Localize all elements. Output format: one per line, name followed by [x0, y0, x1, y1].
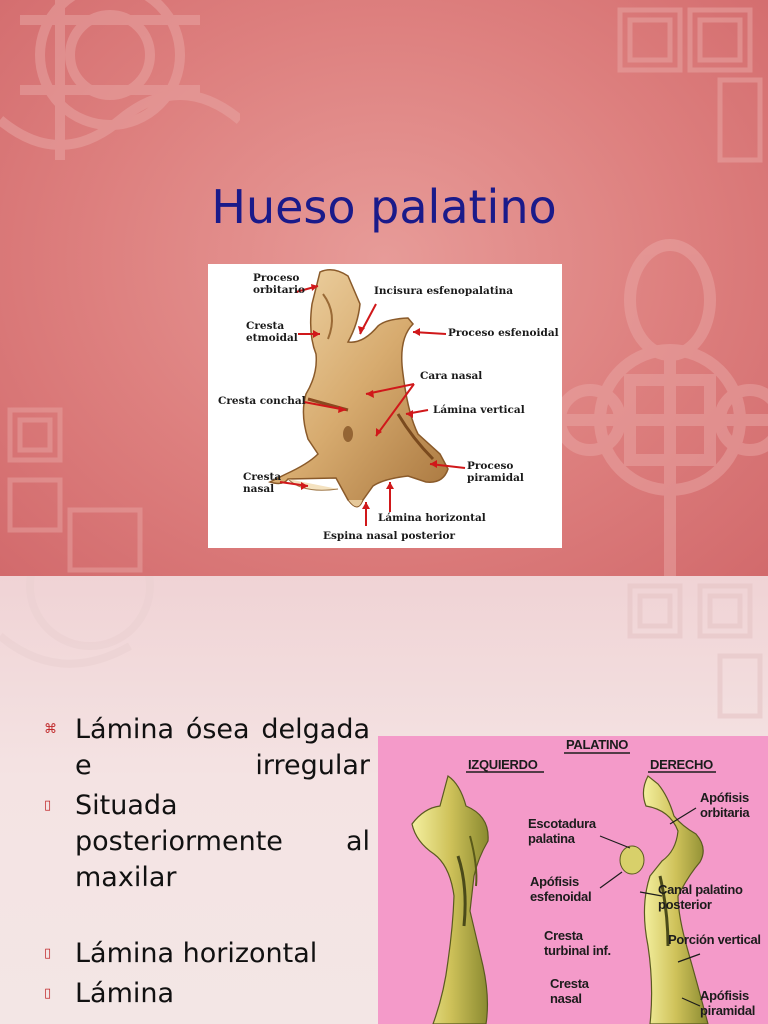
- bullet-text: Lámina ósea delgada e irregular: [75, 714, 370, 781]
- celtic-knot-ornament-top-right: [620, 576, 768, 726]
- box-bullet-icon: ▯: [44, 798, 52, 813]
- label-cresta-nasal: Cresta nasal: [550, 976, 589, 1006]
- celtic-knot-ornament-top-left: [0, 0, 240, 200]
- label-apofisis-orbitaria: Apófisis orbitaria: [700, 790, 750, 820]
- label-lamina-horizontal: Lámina horizontal: [378, 512, 486, 524]
- label-cresta-etmoidal: Cresta etmoidal: [246, 320, 298, 344]
- label-escotadura-palatina: Escotadura palatina: [528, 816, 596, 846]
- bullet-text: Situada posteriormente al maxilar: [75, 790, 370, 893]
- label-palatino: PALATINO: [566, 737, 629, 752]
- palatine-bone-diagram: [208, 264, 562, 548]
- bullet-text: Lámina: [75, 978, 175, 1009]
- bullet-item: [44, 936, 370, 972]
- label-apofisis-esfenoidal: Apófisis esfenoidal: [530, 874, 592, 904]
- celtic-knot-ornament-top-right: [600, 0, 768, 180]
- label-incisura-esfenopalatina: Incisura esfenopalatina: [374, 285, 514, 297]
- palatine-bone-left-right-diagram: [378, 736, 768, 1024]
- celtic-knot-ornament-top-left: [0, 576, 200, 696]
- label-espina-nasal-posterior: Espina nasal posterior: [323, 530, 455, 542]
- label-lamina-vertical: Lámina vertical: [433, 404, 525, 416]
- label-porcion-vertical: Porción vertical: [668, 932, 761, 947]
- bullet-list: [44, 712, 370, 1012]
- bullet-item: [44, 788, 370, 896]
- bullet-text: Lámina horizontal: [75, 938, 318, 969]
- command-icon: ⌘: [44, 722, 57, 737]
- label-cresta-conchal: Cresta conchal: [218, 395, 306, 407]
- box-bullet-icon: ▯: [44, 946, 52, 961]
- label-cresta-nasal: Cresta nasal: [243, 471, 282, 495]
- slide-title: Hueso palatino: [211, 180, 557, 234]
- label-izquierdo: IZQUIERDO: [468, 757, 538, 772]
- label-proceso-piramidal: Proceso piramidal: [467, 460, 524, 484]
- label-derecho: DERECHO: [650, 757, 713, 772]
- label-proceso-esfenoidal: Proceso esfenoidal: [448, 327, 559, 339]
- bullet-item: [44, 712, 370, 784]
- label-canal-palatino-posterior: Canal palatino posterior: [658, 882, 743, 912]
- bullet-item: [44, 976, 370, 1012]
- label-cresta-turbinal: Cresta turbinal inf.: [544, 928, 611, 958]
- box-bullet-icon: ▯: [44, 986, 52, 1001]
- label-proceso-orbitario: Proceso orbitario: [253, 272, 306, 296]
- celtic-knot-ornament-bottom-left: [0, 400, 150, 576]
- celtic-knot-ornament-right: [560, 230, 768, 576]
- label-cara-nasal: Cara nasal: [420, 370, 483, 382]
- label-apofisis-piramidal: Apófisis piramidal: [700, 988, 756, 1018]
